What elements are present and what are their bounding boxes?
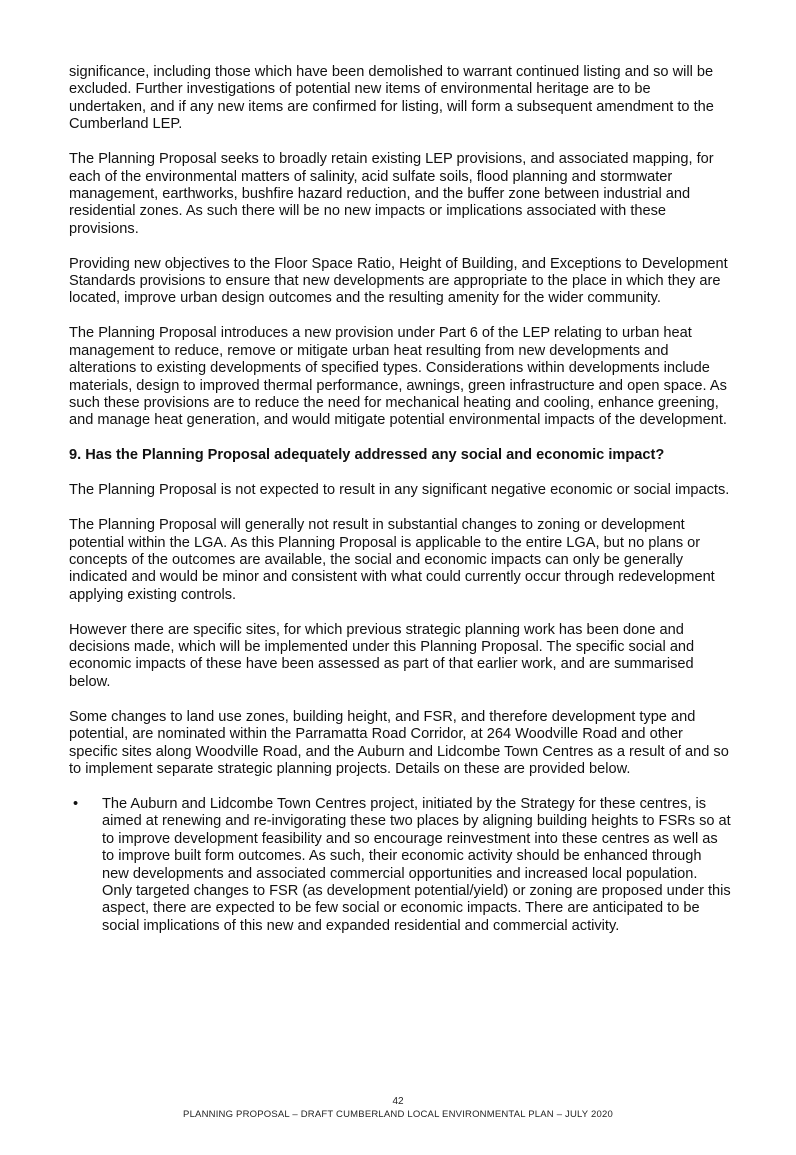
paragraph-specific-sites: However there are specific sites, for which previous strategic planning work has been done and decisions made, which will be implemented under this Planning Proposal. The specific social and economic impacts of these have been assessed as part of that earlier work, and are summarised below. [69, 621, 695, 690]
page-footer: PLANNING PROPOSAL – DRAFT CUMBERLAND LOCAL ENVIRONMENTAL PLAN – JULY 2020 [183, 1109, 613, 1120]
page-number: 42 [392, 1096, 404, 1107]
document-body [69, 64, 731, 935]
list-item-text: The Auburn and Lidcombe Town Centres project, initiated by the Strategy for these centres, is aimed at renewing and re-invigorating these two places by aligning building heights to FSRs so at to improve development feasibility and so encourage reinvestment into these centres as well as to improve built form outcomes. As such, their economic activity should be enhanced through new developments and associated commercial opportunities and increased local population. Only targeted changes to FSR (as development potential/yield) or zoning are proposed under this aspect, there are expected to be few social or economic impacts. There are anticipated to be social implications of this new and expanded residential and commercial activity. [102, 795, 731, 934]
list-item [69, 796, 731, 935]
paragraph-land-use-changes: Some changes to land use zones, building height, and FSR, and therefore development type and potential, are nominated within the Parramatta Road Corridor, at 264 Woodville Road and other specific sites along Woodville Road, and the Auburn and Lidcombe Town Centres as a result of and so to implement separate strategic planning projects. Details on these are provided below. [69, 708, 729, 777]
section-heading: 9. Has the Planning Proposal adequately addressed any social and economic impact? [69, 447, 665, 464]
bullet-list [69, 796, 731, 935]
paragraph-zoning-changes: The Planning Proposal will generally not result in substantial changes to zoning or development potential within the LGA. As this Planning Proposal is applicable to the entire LGA, but no plans or concepts of the outcomes are available, the social and economic impacts can only be generally indicated and would be minor and consistent with what could currently occur through redevelopment applying existing controls. [69, 517, 715, 603]
paragraph-heritage: significance, including those which have been demolished to warrant continued listing and so will be excluded. Further investigations of potential new items of environmental heritage are to be undertaken, and if any new items are confirmed for listing, will form a subsequent amendment to the Cumberland LEP. [69, 64, 714, 133]
bullet-icon: • [73, 795, 79, 812]
paragraph-no-negative-impacts: The Planning Proposal is not expected to result in any significant negative economic or social impacts. [69, 482, 730, 499]
paragraph-urban-heat: The Planning Proposal introduces a new provision under Part 6 of the LEP relating to urban heat management to reduce, remove or mitigate urban heat resulting from new developments and alterations to existing developments of specified types. Considerations within developments include materials, design to improved thermal performance, awnings, green infrastructure and open space. As such these provisions are to reduce the need for mechanical heating and cooling, enhance greening, and manage heat generation, and would mitigate potential environmental impacts of the development. [69, 325, 727, 429]
paragraph-new-objectives: Providing new objectives to the Floor Space Ratio, Height of Building, and Exceptions to Development Standards provisions to ensure that new developments are appropriate to the place in which they are located, improve urban design outcomes and the resulting amenity for the wider community. [69, 255, 728, 307]
paragraph-environmental-matters: The Planning Proposal seeks to broadly retain existing LEP provisions, and associated mapping, for each of the environmental matters of salinity, acid sulfate soils, flood planning and stormwater management, earthworks, bushfire hazard reduction, and the buffer zone between industrial and residential zones. As such there will be no new impacts or implications associated with these provisions. [69, 151, 714, 237]
